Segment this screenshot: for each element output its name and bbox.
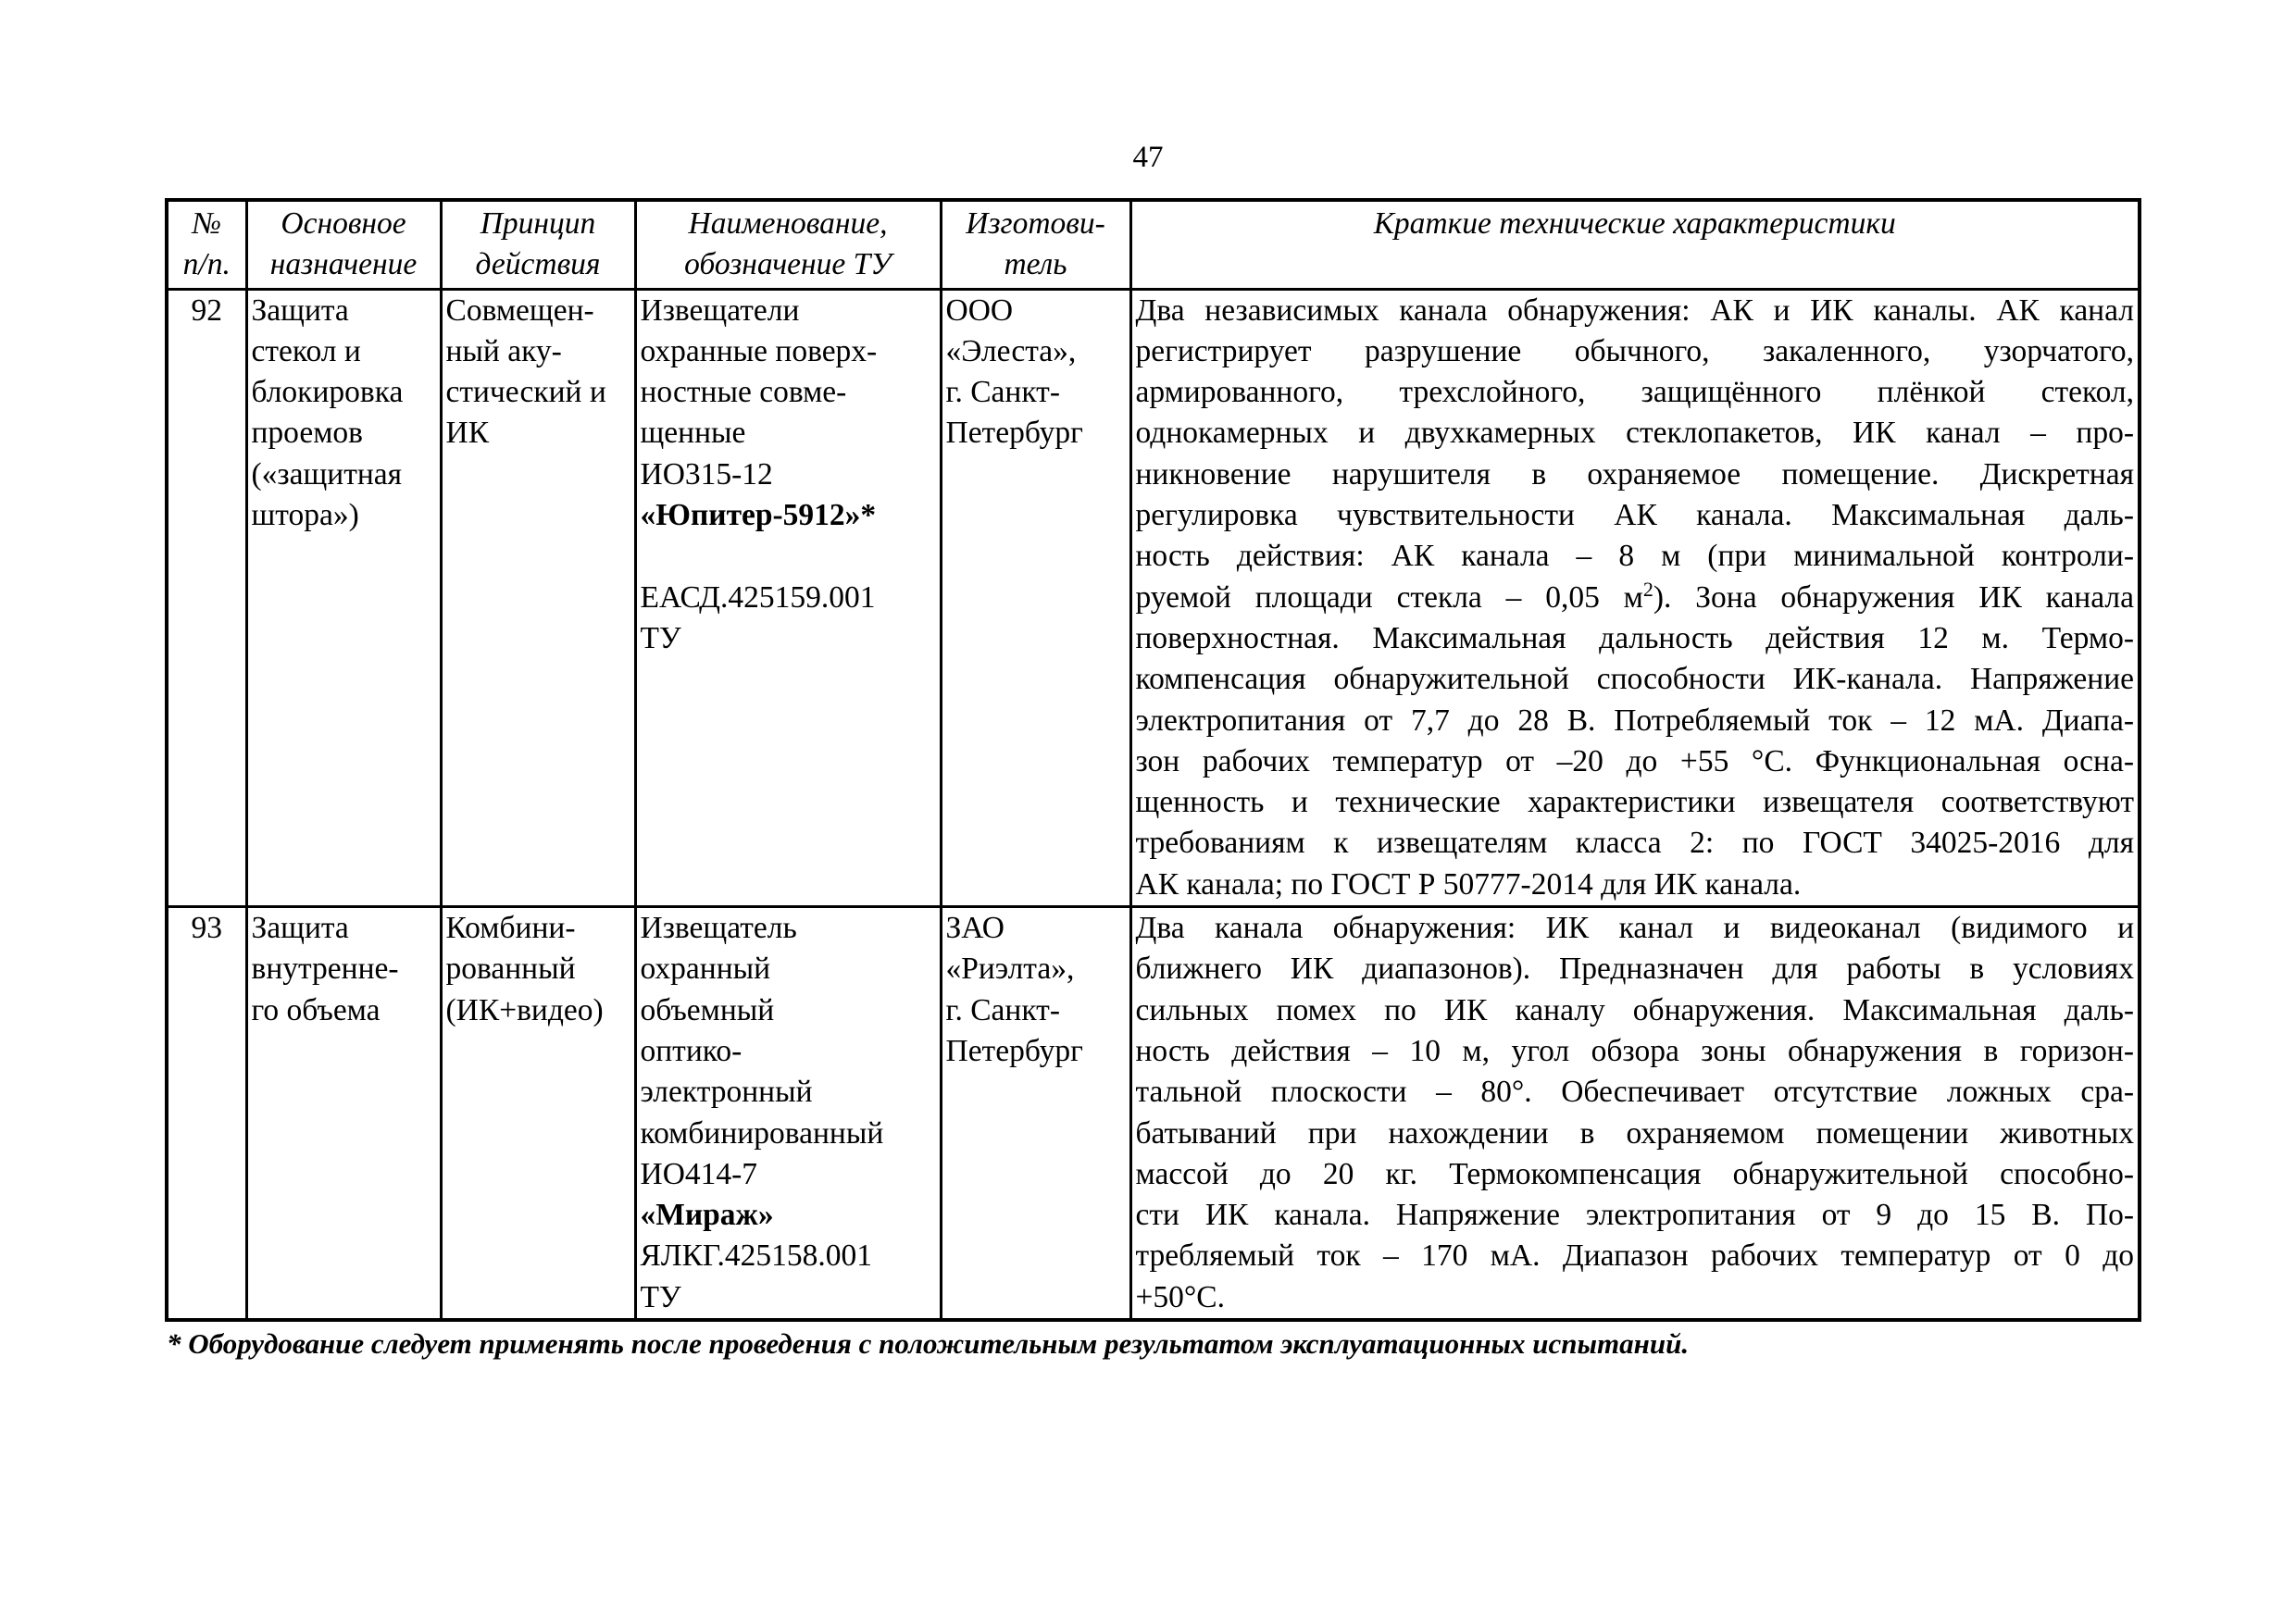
tu-code: ТУ: [640, 1279, 681, 1314]
cell-text: блокировка: [251, 375, 404, 410]
cell-text: внутренне-: [251, 952, 399, 987]
cell-principle: [441, 907, 635, 1320]
table-header-row: [167, 200, 2140, 289]
spec-line: массой до 20 кг. Термокомпенсация обнаружительной способно-: [1135, 1156, 2134, 1191]
cell-text: стекол и: [251, 333, 361, 368]
spec-line: +50°С.: [1135, 1279, 1226, 1314]
spec-line: зон рабочих температур от –20 до +55 °С. Функциональная осна-: [1135, 743, 2134, 778]
cell-text: электронный: [640, 1075, 813, 1110]
cell-purpose: [246, 907, 441, 1320]
cell-text: рованный: [445, 952, 576, 987]
spec-line: требляемый ток – 170 мА. Диапазон рабочих температур от 0 до: [1135, 1238, 2134, 1274]
spec-line: электропитания от 7,7 до 28 В. Потребляемый ток – 12 мА. Диапа-: [1135, 703, 2134, 738]
cell-text: Петербург: [945, 1033, 1083, 1068]
spec-line: регистрирует разрушение обычного, закаленного, узорчатого,: [1135, 333, 2134, 368]
cell-text: («защитная: [251, 456, 403, 492]
cell-principle: [441, 289, 635, 906]
cell-text: г. Санкт-: [945, 375, 1060, 410]
header-text: обозначение ТУ: [684, 247, 892, 282]
cell-text: стический и: [445, 375, 606, 410]
spec-text: руемой площади стекла – 0,05 м: [1135, 579, 1643, 615]
cell-maker: [941, 907, 1130, 1320]
spec-line: армированного, трехслойного, защищённого плёнкой стекол,: [1135, 375, 2134, 410]
cell-text: комбинированный: [640, 1115, 884, 1151]
spec-line: тальной плоскости – 80°. Обеспечивает отсутствие ложных сра-: [1135, 1075, 2134, 1110]
spec-line: Два независимых канала обнаружения: АК и ИК каналы. АК канал: [1135, 292, 2134, 328]
cell-text: Извещатели: [640, 292, 800, 328]
tu-code: ЕАСД.425159.001: [640, 579, 876, 615]
spec-line: ность действия – 10 м, угол обзора зоны обнаружения в горизон-: [1135, 1033, 2134, 1068]
header-purpose: [246, 200, 441, 289]
tu-code: ТУ: [640, 620, 681, 655]
cell-text: Защита: [251, 911, 349, 946]
cell-text: объемный: [640, 992, 775, 1027]
table-row: [167, 289, 2140, 906]
header-specs: [1130, 200, 2140, 289]
header-maker: [941, 200, 1130, 289]
spec-line: поверхностная. Максимальная дальность действия 12 м. Термо-: [1135, 620, 2134, 655]
cell-text: Извещатель: [640, 911, 797, 946]
superscript: 2: [1642, 577, 1653, 601]
cell-text: Комбини-: [445, 911, 576, 946]
cell-maker: [941, 289, 1130, 906]
header-text: назначение: [269, 247, 418, 282]
spec-line: батываний при нахождении в охраняемом помещении животных: [1135, 1115, 2134, 1151]
cell-text: ООО: [945, 292, 1014, 328]
header-num: [167, 200, 246, 289]
model-name: «Юпитер-5912»*: [640, 498, 877, 533]
cell-text: ИО315-12: [640, 456, 773, 492]
header-text: Изготови-: [966, 206, 1105, 241]
header-text: №: [192, 206, 222, 241]
model-name: «Мираж»: [640, 1198, 774, 1233]
cell-num: [167, 907, 246, 1320]
spec-text: ). Зона обнаружения ИК канала: [1653, 579, 2134, 615]
header-text: тель: [1004, 247, 1067, 282]
tu-code: ЯЛКГ.425158.001: [640, 1238, 872, 1274]
cell-text: ИК: [445, 416, 490, 451]
cell-text: (ИК+видео): [445, 992, 604, 1027]
cell-text: «Риэлта»,: [945, 952, 1075, 987]
spec-line: регулировка чувствительности АК канала. Максимальная даль-: [1135, 498, 2134, 533]
cell-text: ностные совме-: [640, 375, 847, 410]
equipment-table: [165, 198, 2141, 1322]
table-row: [167, 907, 2140, 1320]
cell-specs: [1130, 907, 2140, 1320]
cell-name: [635, 289, 941, 906]
cell-text: «Элеста»,: [945, 333, 1077, 368]
spec-line: АК канала; по ГОСТ Р 50777-2014 для ИК канала.: [1135, 866, 1802, 902]
spec-line: требованиям к извещателям класса 2: по ГОСТ 34025-2016 для: [1135, 826, 2134, 861]
cell-text: го объема: [251, 992, 381, 1027]
spec-line: Два канала обнаружения: ИК канал и видеоканал (видимого и: [1135, 911, 2134, 946]
header-text: действия: [475, 247, 601, 282]
cell-specs: [1130, 289, 2140, 906]
cell-text: ный аку-: [445, 333, 562, 368]
cell-name: [635, 907, 941, 1320]
row-number: 93: [191, 911, 222, 946]
header-text: Основное: [281, 206, 406, 241]
header-text: Наименование,: [688, 206, 888, 241]
cell-text: г. Санкт-: [945, 992, 1060, 1027]
spec-line: ность действия: АК канала – 8 м (при минимальной контроли-: [1135, 539, 2134, 574]
footnote: * Оборудование следует применять после проведения с положительным результатом эксплуатационных испытаний.: [167, 1327, 1690, 1360]
cell-text: Защита: [251, 292, 349, 328]
cell-text: охранный: [640, 952, 771, 987]
spec-line: никновение нарушителя в охраняемое помещение. Дискретная: [1135, 456, 2134, 492]
cell-text: проемов: [251, 416, 363, 451]
spec-line: щенность и технические характеристики извещателя соответствуют: [1135, 785, 2134, 820]
spec-line: [1136, 578, 2135, 618]
cell-text: ИО414-7: [640, 1156, 758, 1191]
header-text: Краткие технические характеристики: [1373, 206, 1896, 241]
spec-line: сильных помех по ИК каналу обнаружения. Максимальная даль-: [1135, 992, 2134, 1027]
header-principle: [441, 200, 635, 289]
cell-purpose: [246, 289, 441, 906]
page-number: 47: [1132, 141, 1164, 174]
header-text: Принцип: [480, 206, 596, 241]
cell-text: штора»): [251, 498, 359, 533]
cell-text: охранные поверх-: [640, 333, 878, 368]
row-number: 92: [191, 292, 222, 328]
cell-text: Петербург: [945, 416, 1083, 451]
cell-text: оптико-: [640, 1033, 742, 1068]
header-name: [635, 200, 941, 289]
cell-text: ЗАО: [945, 911, 1004, 946]
spec-line: компенсация обнаружительной способности ИК-канала. Напряжение: [1135, 662, 2134, 697]
cell-text: щенные: [640, 416, 746, 451]
spec-line: сти ИК канала. Напряжение электропитания от 9 до 15 В. По-: [1135, 1198, 2134, 1233]
header-text: п/п.: [182, 247, 231, 282]
spec-line: ближнего ИК диапазонов). Предназначен для работы в условиях: [1135, 952, 2134, 987]
cell-text: Совмещен-: [445, 292, 594, 328]
cell-spacer: [641, 536, 936, 577]
cell-num: [167, 289, 246, 906]
spec-line: однокамерных и двухкамерных стеклопакетов, ИК канал – про-: [1135, 416, 2134, 451]
